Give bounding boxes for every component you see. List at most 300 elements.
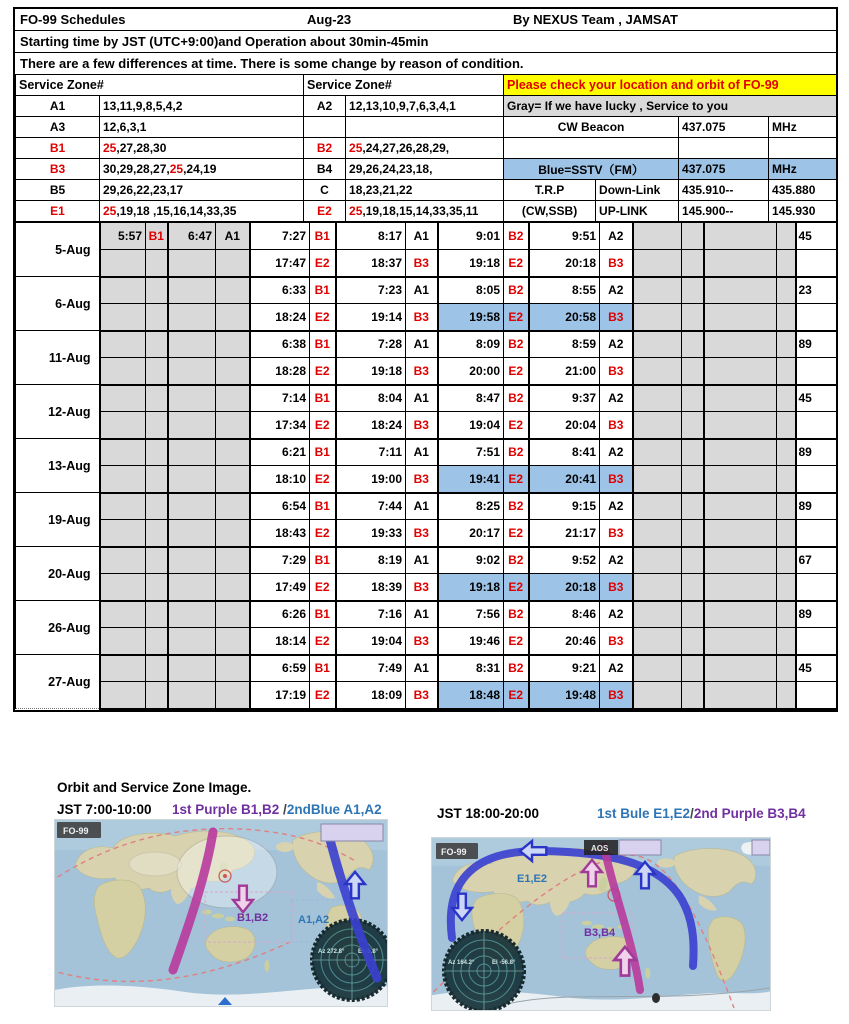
pass-zone-cell: B3	[406, 466, 438, 493]
pass-time-cell	[168, 277, 216, 304]
schedule-table-block	[13, 7, 838, 712]
service-zone-header-right: Service Zone#	[304, 75, 504, 96]
pass-time-cell	[168, 682, 216, 709]
pass-zone-cell: E2	[504, 628, 529, 655]
pass-zone-cell: A2	[600, 223, 633, 250]
zone-number-text: 13,11,9,8,5,4,2	[103, 99, 183, 113]
pass-time-cell	[704, 277, 777, 304]
pass-zone-cell: E2	[504, 466, 529, 493]
pass-zone-cell: A1	[406, 385, 438, 412]
schedule-row-morning	[16, 277, 837, 304]
pass-time-cell	[704, 466, 777, 493]
pass-time-cell	[704, 574, 777, 601]
pass-zone-cell	[682, 331, 704, 358]
pass-time-cell: 18:37	[336, 250, 406, 277]
pass-zone-cell: A1	[406, 277, 438, 304]
pass-time-cell	[704, 655, 777, 682]
footprint-ellipse	[177, 836, 277, 908]
date-cell: 5-Aug	[16, 223, 100, 277]
pass-time-cell	[100, 574, 146, 601]
zone-code: B3	[16, 159, 100, 180]
pass-count-cell-empty	[796, 250, 837, 277]
schedule-row-morning	[16, 655, 837, 682]
pass-zone-cell: B3	[600, 304, 633, 331]
pass-zone-cell: B3	[600, 520, 633, 547]
zone-list	[346, 117, 504, 138]
date-cell: 20-Aug	[16, 547, 100, 601]
pass-zone-cell: B2	[504, 547, 529, 574]
legend-segment: 1st Bule E1,E2	[597, 806, 691, 821]
pass-zone-cell: A2	[600, 385, 633, 412]
date-cell: 26-Aug	[16, 601, 100, 655]
pass-time-cell	[100, 601, 146, 628]
pass-zone-cell	[682, 628, 704, 655]
pass-time-cell: 18:24	[250, 304, 310, 331]
pass-time-cell	[168, 412, 216, 439]
pass-zone-cell	[777, 358, 796, 385]
info-box-2	[752, 840, 770, 855]
pass-zone-cell	[216, 304, 250, 331]
right-map-legend	[597, 806, 806, 821]
pass-time-cell	[633, 250, 682, 277]
pass-zone-cell	[777, 439, 796, 466]
pass-time-cell	[633, 574, 682, 601]
pass-time-cell	[633, 547, 682, 574]
pass-time-cell: 20:17	[438, 520, 504, 547]
pass-count-cell: 45	[796, 385, 837, 412]
pass-zone-cell	[777, 601, 796, 628]
pass-time-cell: 6:38	[250, 331, 310, 358]
location-banner: Please check your location and orbit of FO-99	[504, 75, 837, 96]
pass-zone-cell	[777, 304, 796, 331]
zone-list	[100, 96, 304, 117]
pass-count-cell: 89	[796, 493, 837, 520]
pass-zone-cell: A2	[600, 493, 633, 520]
pass-zone-cell: B2	[504, 385, 529, 412]
zone-code: B4	[304, 159, 346, 180]
pass-zone-cell: B3	[600, 628, 633, 655]
date-cell: 11-Aug	[16, 331, 100, 385]
pass-time-cell: 7:14	[250, 385, 310, 412]
pass-time-cell	[168, 331, 216, 358]
pass-time-cell: 18:28	[250, 358, 310, 385]
pass-time-cell	[100, 628, 146, 655]
pass-time-cell: 7:23	[336, 277, 406, 304]
zone-list	[100, 138, 304, 159]
info-cell	[769, 138, 837, 159]
left-orbit-map	[55, 820, 387, 1006]
pass-time-cell	[100, 682, 146, 709]
pass-time-cell	[704, 520, 777, 547]
legend-segment: /	[690, 806, 694, 821]
pass-time-cell: 19:58	[438, 304, 504, 331]
pass-time-cell: 18:48	[438, 682, 504, 709]
info-cell: MHz	[769, 159, 837, 180]
schedule-row-evening	[16, 412, 837, 439]
pass-zone-cell: A2	[600, 331, 633, 358]
info-box	[619, 840, 661, 855]
pass-zone-cell	[146, 385, 168, 412]
info-cell: 435.910--	[679, 180, 769, 201]
zone-number-text: 18,23,21,22	[349, 183, 413, 197]
pass-time-cell	[633, 520, 682, 547]
pass-zone-cell	[146, 304, 168, 331]
pass-time-cell	[704, 412, 777, 439]
fo99-badge-label: FO-99	[441, 847, 467, 857]
schedule-row-evening	[16, 250, 837, 277]
pass-zone-cell: E2	[310, 520, 336, 547]
pass-zone-cell	[777, 682, 796, 709]
zone-label-blue: E1,E2	[517, 873, 547, 885]
zone-code: E1	[16, 201, 100, 222]
pass-zone-cell	[682, 493, 704, 520]
pass-time-cell: 9:21	[529, 655, 600, 682]
pass-zone-cell	[146, 574, 168, 601]
pass-zone-cell	[216, 493, 250, 520]
pass-zone-cell	[146, 601, 168, 628]
info-cell: UP-LINK	[596, 201, 679, 222]
zone-list	[100, 117, 304, 138]
zone-number-red: 25	[103, 141, 117, 155]
pass-zone-cell	[216, 520, 250, 547]
pass-zone-cell	[216, 547, 250, 574]
pass-zone-cell	[682, 682, 704, 709]
pass-time-cell: 19:14	[336, 304, 406, 331]
zone-label-purple: B1,B2	[237, 912, 269, 924]
pass-zone-cell: B3	[600, 574, 633, 601]
info-cell: MHz	[769, 117, 837, 138]
pass-time-cell	[100, 439, 146, 466]
aos-badge-label: AOS	[591, 844, 609, 853]
pass-time-cell	[168, 439, 216, 466]
zone-label-purple: B3,B4	[584, 927, 616, 939]
pass-zone-cell	[216, 601, 250, 628]
pass-time-cell	[633, 601, 682, 628]
pass-time-cell: 20:46	[529, 628, 600, 655]
zone-number-text: 29,26,24,23,18,	[349, 162, 433, 176]
pass-zone-cell: B3	[406, 358, 438, 385]
pass-zone-cell	[777, 493, 796, 520]
pass-time-cell	[100, 277, 146, 304]
pass-time-cell	[168, 601, 216, 628]
radar-az-label: Az 164.2°	[448, 960, 475, 966]
schedule-row-morning	[16, 439, 837, 466]
pass-zone-cell	[146, 412, 168, 439]
pass-count-cell-empty	[796, 412, 837, 439]
info-cell: Gray= If we have lucky , Service to you	[504, 96, 837, 117]
pass-zone-cell: E2	[504, 412, 529, 439]
schedule-row-morning	[16, 547, 837, 574]
pass-time-cell	[633, 493, 682, 520]
pass-time-cell	[100, 547, 146, 574]
schedule-row-evening	[16, 466, 837, 493]
pass-zone-cell	[216, 466, 250, 493]
pass-time-cell: 19:04	[336, 628, 406, 655]
zone-list	[346, 138, 504, 159]
schedule-row-evening	[16, 574, 837, 601]
pass-zone-cell: B2	[504, 277, 529, 304]
pass-time-cell	[168, 655, 216, 682]
pass-count-cell-empty	[796, 466, 837, 493]
pass-zone-cell: A2	[600, 547, 633, 574]
pass-zone-cell: B3	[406, 304, 438, 331]
service-zone-header-left: Service Zone#	[16, 75, 304, 96]
pass-zone-cell: E2	[310, 304, 336, 331]
pass-count-cell: 67	[796, 547, 837, 574]
pass-time-cell: 7:51	[438, 439, 504, 466]
zone-code: A1	[16, 96, 100, 117]
pass-time-cell: 8:04	[336, 385, 406, 412]
pass-time-cell	[100, 655, 146, 682]
pass-time-cell	[633, 304, 682, 331]
pass-zone-cell	[146, 466, 168, 493]
date-cell: 19-Aug	[16, 493, 100, 547]
pass-time-cell: 18:14	[250, 628, 310, 655]
schedule-row-morning	[16, 601, 837, 628]
pass-zone-cell: B1	[310, 439, 336, 466]
schedule-row-morning	[16, 223, 837, 250]
pass-time-cell: 17:34	[250, 412, 310, 439]
zone-row	[16, 180, 837, 201]
info-cell: 435.880	[769, 180, 837, 201]
zone-number-red: 25	[103, 204, 117, 218]
pass-zone-cell	[777, 223, 796, 250]
pass-time-cell	[168, 547, 216, 574]
pass-zone-cell: A1	[216, 223, 250, 250]
pass-zone-cell: A2	[600, 601, 633, 628]
pass-time-cell: 18:10	[250, 466, 310, 493]
pass-time-cell	[633, 439, 682, 466]
pass-time-cell	[168, 466, 216, 493]
note-line-1	[15, 31, 836, 53]
pass-count-cell: 23	[796, 277, 837, 304]
pass-time-cell: 7:29	[250, 547, 310, 574]
pass-zone-cell: B2	[504, 223, 529, 250]
pass-zone-cell	[146, 628, 168, 655]
pass-time-cell	[633, 223, 682, 250]
pass-time-cell: 7:44	[336, 493, 406, 520]
zone-code: A3	[16, 117, 100, 138]
pass-zone-cell	[216, 574, 250, 601]
pass-time-cell: 18:43	[250, 520, 310, 547]
pass-time-cell	[100, 493, 146, 520]
pass-time-cell	[633, 412, 682, 439]
pass-time-cell: 7:28	[336, 331, 406, 358]
pass-time-cell	[168, 358, 216, 385]
pass-zone-cell: B3	[406, 520, 438, 547]
pass-time-cell: 8:17	[336, 223, 406, 250]
pass-zone-cell: B2	[504, 601, 529, 628]
schedule-row-morning	[16, 385, 837, 412]
pass-time-cell: 9:01	[438, 223, 504, 250]
pass-zone-cell: E2	[310, 250, 336, 277]
zone-code	[304, 117, 346, 138]
zone-number-red: 25	[349, 141, 363, 155]
pass-zone-cell: B1	[310, 331, 336, 358]
pass-zone-cell	[682, 439, 704, 466]
pass-time-cell	[704, 547, 777, 574]
pass-zone-cell	[777, 574, 796, 601]
pass-time-cell: 6:59	[250, 655, 310, 682]
pass-time-cell: 5:57	[100, 223, 146, 250]
pass-time-cell	[168, 520, 216, 547]
zone-list	[100, 180, 304, 201]
pass-zone-cell	[682, 304, 704, 331]
zone-code: C	[304, 180, 346, 201]
pass-zone-cell: E2	[504, 574, 529, 601]
service-zone-table	[15, 74, 837, 222]
radar-el-label: El -5.8°	[358, 949, 379, 955]
pass-zone-cell: B3	[406, 574, 438, 601]
date-cell: 6-Aug	[16, 277, 100, 331]
schedule-row-morning	[16, 331, 837, 358]
radar-el-label: El -56.8°	[492, 960, 516, 966]
pass-time-cell	[704, 493, 777, 520]
page-title: FO-99 Schedules	[20, 12, 126, 27]
note-text-1: Starting time by JST (UTC+9:00)and Operation about 30min-45min	[20, 34, 429, 49]
pass-zone-cell: E2	[310, 358, 336, 385]
pass-zone-cell	[216, 412, 250, 439]
pass-zone-cell: B3	[600, 466, 633, 493]
pass-schedule-table	[15, 222, 837, 710]
pass-time-cell: 6:54	[250, 493, 310, 520]
info-box	[321, 824, 383, 841]
pass-zone-cell: B3	[406, 682, 438, 709]
info-cell: T.R.P	[504, 180, 596, 201]
pass-zone-cell	[216, 655, 250, 682]
pass-time-cell	[704, 628, 777, 655]
pass-time-cell: 18:39	[336, 574, 406, 601]
pass-time-cell: 7:27	[250, 223, 310, 250]
pass-time-cell: 8:46	[529, 601, 600, 628]
pass-time-cell: 20:18	[529, 250, 600, 277]
zone-label-blue: A1,A2	[298, 914, 330, 926]
pass-time-cell: 19:48	[529, 682, 600, 709]
pass-zone-cell	[146, 358, 168, 385]
pass-time-cell: 19:18	[438, 574, 504, 601]
pass-time-cell	[633, 682, 682, 709]
pass-time-cell: 7:49	[336, 655, 406, 682]
pass-zone-cell	[216, 682, 250, 709]
pass-time-cell	[633, 331, 682, 358]
date-cell: 27-Aug	[16, 655, 100, 709]
pass-time-cell: 20:00	[438, 358, 504, 385]
pass-count-cell: 89	[796, 601, 837, 628]
date-cell: 13-Aug	[16, 439, 100, 493]
pass-time-cell: 20:58	[529, 304, 600, 331]
pass-time-cell	[100, 385, 146, 412]
pass-zone-cell	[777, 277, 796, 304]
pass-zone-cell	[682, 601, 704, 628]
zone-code: B5	[16, 180, 100, 201]
pass-zone-cell: B1	[310, 547, 336, 574]
legend-segment: /	[283, 802, 287, 817]
pass-zone-cell	[216, 628, 250, 655]
pass-time-cell	[100, 331, 146, 358]
pass-time-cell	[168, 493, 216, 520]
legend-segment: 2nd Purple B3,B4	[693, 806, 806, 821]
pass-time-cell: 6:21	[250, 439, 310, 466]
pass-time-cell	[633, 358, 682, 385]
pass-time-cell: 9:02	[438, 547, 504, 574]
pass-time-cell: 8:41	[529, 439, 600, 466]
pass-count-cell-empty	[796, 628, 837, 655]
pass-time-cell	[633, 655, 682, 682]
pass-zone-cell	[777, 520, 796, 547]
month-label: Aug-23	[307, 12, 352, 27]
pass-zone-cell: A1	[406, 331, 438, 358]
pass-zone-cell	[146, 493, 168, 520]
pass-zone-cell: A2	[600, 655, 633, 682]
pass-time-cell	[100, 520, 146, 547]
pass-zone-cell: B3	[406, 628, 438, 655]
zone-number-red: 25	[349, 204, 363, 218]
info-cell: Blue=SSTV（FM）	[504, 159, 679, 180]
pass-time-cell: 17:19	[250, 682, 310, 709]
pass-zone-cell: E2	[504, 520, 529, 547]
penguin-icon	[652, 993, 660, 1003]
pass-time-cell	[704, 439, 777, 466]
pass-time-cell: 8:19	[336, 547, 406, 574]
pass-time-cell: 8:05	[438, 277, 504, 304]
pass-count-cell: 45	[796, 223, 837, 250]
pass-zone-cell	[682, 358, 704, 385]
pass-time-cell: 19:33	[336, 520, 406, 547]
pass-zone-cell: A2	[600, 439, 633, 466]
byline: By NEXUS Team , JAMSAT	[513, 12, 678, 27]
pass-zone-cell	[682, 412, 704, 439]
pass-zone-cell: B3	[600, 358, 633, 385]
pass-zone-cell: E2	[310, 682, 336, 709]
pass-count-cell-empty	[796, 304, 837, 331]
pass-zone-cell	[777, 250, 796, 277]
zone-list	[100, 159, 304, 180]
pass-time-cell: 7:56	[438, 601, 504, 628]
schedule-row-evening	[16, 304, 837, 331]
pass-zone-cell	[777, 547, 796, 574]
title-row	[15, 9, 836, 31]
info-cell: CW Beacon	[504, 117, 679, 138]
pass-time-cell: 8:55	[529, 277, 600, 304]
left-map-legend	[172, 802, 382, 817]
info-cell: 437.075	[679, 117, 769, 138]
pass-zone-cell: B3	[406, 250, 438, 277]
pass-time-cell: 19:46	[438, 628, 504, 655]
pass-time-cell: 8:47	[438, 385, 504, 412]
pass-time-cell: 7:11	[336, 439, 406, 466]
date-cell: 12-Aug	[16, 385, 100, 439]
pass-zone-cell	[146, 682, 168, 709]
zone-number-text: ,27,28,30	[116, 141, 167, 155]
pass-time-cell	[704, 601, 777, 628]
pass-time-cell: 8:59	[529, 331, 600, 358]
pass-zone-cell	[682, 223, 704, 250]
pass-time-cell: 9:37	[529, 385, 600, 412]
pass-time-cell: 20:41	[529, 466, 600, 493]
pass-zone-cell: B1	[310, 385, 336, 412]
pass-zone-cell: A1	[406, 655, 438, 682]
pass-zone-cell: B1	[310, 601, 336, 628]
pass-zone-cell	[777, 412, 796, 439]
pass-zone-cell: B2	[504, 493, 529, 520]
pass-time-cell	[100, 466, 146, 493]
pass-time-cell: 8:09	[438, 331, 504, 358]
legend-segment: 1st Purple B1,B2	[172, 802, 284, 817]
pass-zone-cell	[146, 520, 168, 547]
pass-time-cell	[168, 250, 216, 277]
radar-icon	[444, 931, 524, 1010]
zone-list	[346, 180, 504, 201]
